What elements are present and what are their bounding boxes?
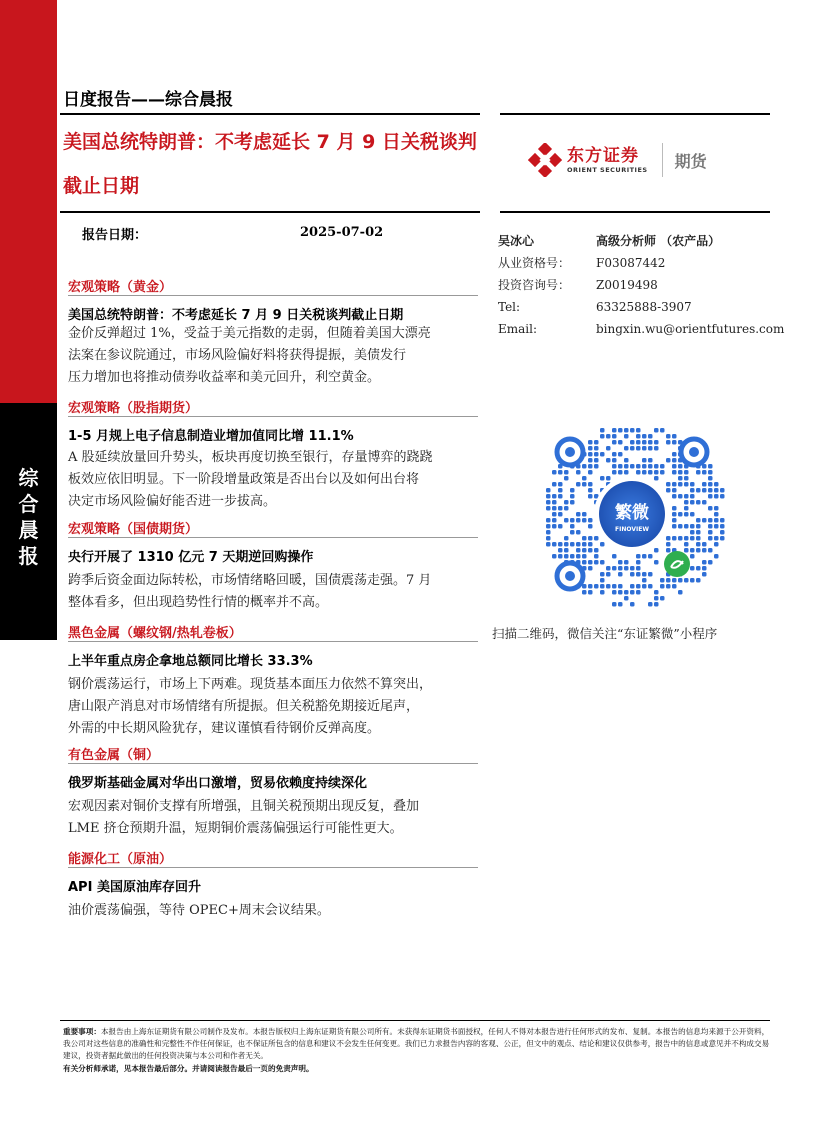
author-label: 从业资格号： — [498, 256, 571, 270]
sidebar-tab-label — [0, 465, 57, 569]
qr-code-graphic — [532, 414, 732, 614]
author-rule — [500, 211, 770, 213]
section-body — [68, 570, 478, 614]
section-title: 能源化工（原油） — [68, 852, 173, 867]
sidebar-tab-char: 合 — [18, 492, 39, 516]
logo-name-cn: 东方证券 — [567, 145, 639, 166]
section-divider — [68, 641, 478, 642]
sidebar-tab-char: 综 — [18, 466, 39, 490]
date-rule — [60, 211, 480, 213]
qr-center-text: 繁微 — [615, 503, 649, 523]
logo-division: 期货 — [674, 151, 707, 171]
page-title: 美国总统特朗普：不考虑延长 7 月 9 日关税谈判截止日期 — [63, 131, 477, 197]
section-title: 宏观策略（黄金） — [68, 280, 173, 295]
section-body — [68, 323, 478, 389]
section-divider — [68, 867, 478, 868]
body-line: 决定市场风险偏好能否进一步拔高。 — [68, 494, 277, 509]
section-headline: 上半年重点房企拿地总额同比增长 33.3% — [68, 654, 313, 669]
section-headline: API 美国原油库存回升 — [68, 880, 201, 895]
qr-caption: 扫描二维码，微信关注“东证繁微”小程序 — [492, 626, 718, 641]
section-headline: 俄罗斯基础金属对华出口激增，贸易依赖度持续深化 — [68, 776, 368, 791]
section-headline: 1-5 月规上电子信息制造业增加值同比增 11.1% — [68, 429, 354, 444]
body-line: 整体看多，但出现趋势性行情的概率并不高。 — [68, 595, 329, 610]
report-date-value: 2025-07-02 — [300, 225, 384, 240]
author-label: Tel: — [498, 300, 521, 314]
author-email[interactable]: bingxin.wu@orientfutures.com — [596, 322, 785, 336]
company-logo — [528, 144, 707, 176]
author-value: 63325888-3907 — [596, 300, 692, 314]
author-label: 投资咨询号： — [498, 278, 571, 292]
author-value: Z0019498 — [596, 278, 658, 292]
author-name: 吴冰心 — [498, 234, 535, 248]
body-line: 钢价震荡运行，市场上下两难。现货基本面压力依然不算突出， — [68, 677, 433, 692]
section-divider — [68, 295, 478, 296]
qr-center-subtext: FINOVIEW — [615, 526, 649, 533]
footer-rule — [60, 1020, 770, 1021]
section-headline: 央行开展了 1310 亿元 7 天期逆回购操作 — [68, 550, 314, 565]
body-line: 外需的中长期风险犹存，建议谨慎看待钢价反弹高度。 — [68, 721, 381, 736]
body-line: 压力增加也将推动债券收益率和美元回升，利空黄金。 — [68, 370, 381, 385]
sidebar-tab-char: 晨 — [18, 518, 39, 542]
logo-mark-icon — [528, 143, 562, 177]
body-line: 唐山限产消息对市场情绪有所提振。但关税豁免期接近尾声， — [68, 699, 420, 714]
section-headline: 美国总统特朗普：不考虑延长 7 月 9 日关税谈判截止日期 — [68, 308, 404, 323]
author-label: Email: — [498, 322, 538, 336]
report-date-label: 报告日期： — [82, 228, 148, 243]
body-line: 油价震荡偏强，等待 OPEC+周末会议结果。 — [68, 903, 330, 918]
sidebar-category-tab — [0, 403, 57, 640]
report-type: 日度报告——综合晨报 — [63, 90, 233, 110]
section-body — [68, 796, 478, 840]
qr-code[interactable] — [532, 414, 732, 614]
analyst-commitment-note: 有关分析师承诺，见本报告最后部分。并请阅读报告最后一页的免责声明。 — [63, 1064, 314, 1073]
wechat-miniprogram-icon — [664, 551, 690, 577]
logo-divider — [662, 143, 663, 177]
body-line: 跨季后资金面边际转松，市场情绪略回暖，国债震荡走强。7 月 — [68, 573, 432, 588]
section-title: 有色金属（铜） — [68, 748, 160, 763]
disclaimer-label: 重要事项： — [63, 1027, 101, 1036]
section-divider — [68, 763, 478, 764]
body-line: 板效应依旧明显。下一阶段增量政策是否出台以及如何出台将 — [68, 472, 420, 487]
sidebar-red-bar — [0, 0, 57, 403]
author-name-row — [498, 230, 534, 252]
author-title-row — [596, 230, 720, 252]
disclaimer — [63, 1026, 773, 1062]
author-value: F03087442 — [596, 256, 666, 270]
sidebar-tab-char: 报 — [18, 544, 39, 568]
section-divider — [68, 537, 478, 538]
body-line: A 股延续放量回升势头，板块再度切换至银行，存量博弈的跷跷 — [68, 450, 433, 465]
section-title: 宏观策略（股指期货） — [68, 401, 199, 416]
section-body — [68, 900, 478, 922]
header-rule — [60, 113, 480, 115]
section-body — [68, 674, 478, 740]
section-body — [68, 447, 478, 513]
section-divider — [68, 416, 478, 417]
author-title: 高级分析师 （农产品） — [596, 234, 721, 248]
logo-name-en: ORIENT SECURITIES — [567, 165, 648, 174]
body-line: 宏观因素对铜价支撑有所增强，且铜关税预期出现反复，叠加 — [68, 799, 420, 814]
disclaimer-text: 本报告由上海东证期货有限公司制作及发布。本报告版权归上海东证期货有限公司所有。未获得东证期货书面授权，任何人不得对本报告进行任何形式的发布、复制。本报告的信息均来源于公开资料，我公司对这些信息的准确性和完整性不作任何保证，也不保证所包含的信息和建议不会发生任何变更。我们已力求报告内容的客观、公正，但文中的观点、结论和建议仅供参考，报告中的信息或意见并不构成交易建议，投资者据此做出的任何投资决策与本公司和作者无关。 — [63, 1027, 770, 1060]
section-title: 黑色金属（螺纹钢/热轧卷板） — [68, 626, 242, 641]
body-line: 金价反弹超过 1%，受益于美元指数的走弱，但随着美国大漂亮 — [68, 326, 431, 341]
body-line: 法案在参议院通过，市场风险偏好料将获得提振，美债发行 — [68, 348, 407, 363]
body-line: LME 挤仓预期升温，短期铜价震荡偏强运行可能性更大。 — [68, 821, 403, 836]
header-rule-right — [500, 113, 770, 115]
section-title: 宏观策略（国债期货） — [68, 522, 199, 537]
